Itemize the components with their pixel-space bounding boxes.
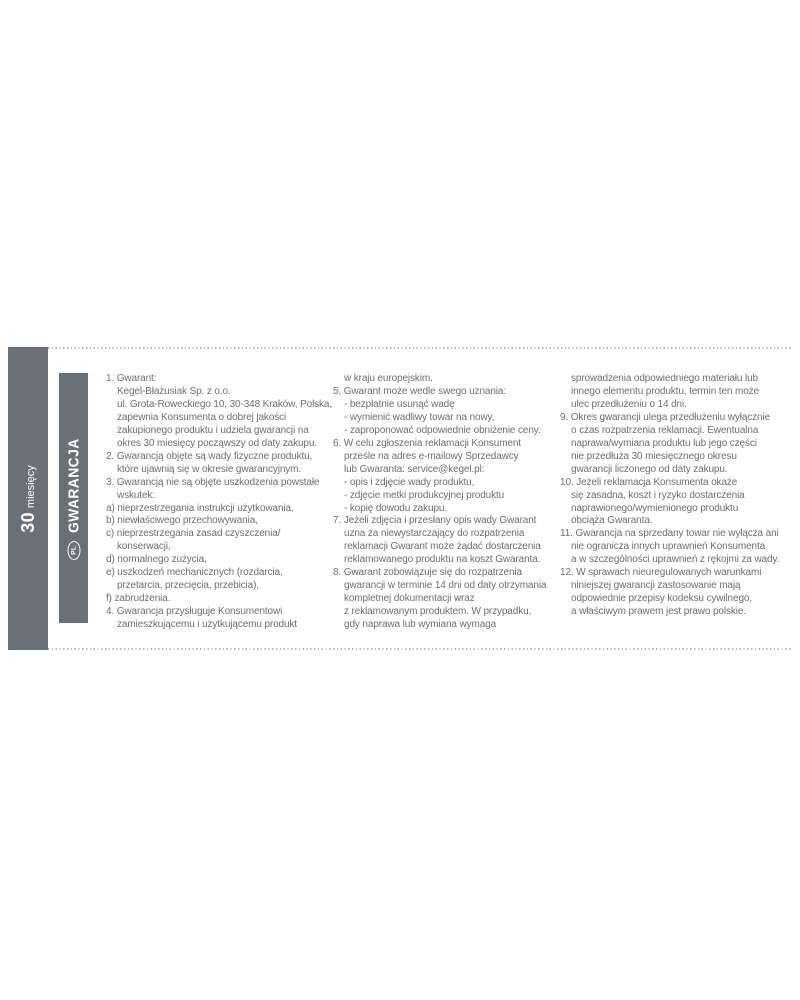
text-line: 3. Gwarancją nie są objęte uszkodzenia powstałe [106,476,320,488]
text-line: - wymienić wadliwy towar na nowy, [344,411,495,423]
text-line: się zasadna, koszt i ryzyko dostarczenia [571,489,745,501]
text-line: 6. W celu zgłoszenia reklamacji Konsument [333,437,521,449]
terms-column-1 [106,373,333,632]
text-line: o czas rozpatrzenia reklamacji. Ewentualna [571,424,759,436]
text-line: uzna za niewystarczający do rozpatrzenia [344,528,525,540]
text-line: f) zabrudzenia. [106,593,171,605]
duration-number: 30 [17,511,38,533]
duration-unit: miesięcy [24,464,37,508]
text-line: a w szczególności uprawnień z rękojmi za wady. [571,554,780,566]
text-line: d) normalnego zużycia, [106,554,207,566]
text-line: 4. Gwarancja przysługuje Konsumentowi [106,606,283,618]
text-line: z reklamowanym produktem. W przypadku, [344,606,532,618]
text-line: odpowiednie przepisy kodeksu cywilnego, [571,593,752,605]
text-line: które ujawnią się w okresie gwarancyjnym. [117,463,302,475]
text-line: lub Gwaranta: service@kegel.pl: [344,463,485,475]
terms-column-2 [333,373,560,632]
dotted-cut-line-bottom [48,648,793,650]
text-line: 11. Gwarancja na sprzedany towar nie wyłącza ani [560,528,779,540]
text-line: naprawionego/wymienionego produktu [571,502,739,514]
text-line: zakupionego produktu i udziela gwarancji na [117,424,309,436]
text-line: 10. Jeżeli reklamacja Konsumenta okaże [560,476,738,488]
text-line: reklamowanego produktu na koszt Gwaranta. [344,554,541,566]
warranty-terms [106,373,798,632]
text-line: konserwacji, [117,541,171,553]
text-line: obciąża Gwaranta. [571,515,653,527]
text-line: prześle na adres e-mailowy Sprzedawcy [344,450,519,462]
text-line: sprowadzenia odpowiedniego materiału lub [571,373,758,384]
text-line: naprawa/wymiana produktu lub jego części [571,437,757,449]
text-line: b) niewłaściwego przechowywania, [106,515,258,527]
warranty-title-bar [59,373,88,623]
text-line: - opis i zdjęcie wady produktu, [344,476,475,488]
text-line: 7. Jeżeli zdjęcia i przesłany opis wady Gwarant [333,515,537,527]
text-line: gwarancji w terminie 14 dni od daty otrzymania [344,580,547,592]
text-line: - zaproponować odpowiednie obniżenie ceny. [344,424,541,436]
text-line: nie ogranicza innych uprawnień Konsumenta [571,541,766,553]
text-line: ulec przedłużeniu o 14 dni. [571,398,687,410]
terms-column-3 [560,373,798,632]
text-line: okres 30 miesięcy począwszy od daty zakupu. [117,437,317,449]
text-line: - kopię dowodu zakupu. [344,502,447,514]
text-line: nie przedłuża 30 miesięcznego okresu [571,450,737,462]
text-line: gdy naprawa lub wymiana wymaga [344,619,497,631]
text-line: 8. Gwarant zobowiązuje się do rozpatrzenia [333,567,522,579]
text-line: zapewnia Konsumenta o dobrej jakości [117,411,287,423]
text-line: gwarancji liczonego od daty zakupu. [571,463,728,475]
text-line: w kraju europejskim. [344,373,433,384]
text-line: 5. Gwarant może wedle swego uznania: [333,385,506,397]
text-line: 1. Gwarant: [106,373,157,384]
text-line: kompletnej dokumentacji wraz [344,593,475,605]
text-line: 2. Gwarancją objęte są wady fizyczne produktu, [106,450,313,462]
pl-language-badge-icon: PL [67,541,80,560]
text-line: - zdjęcie metki produkcyjnej produktu [344,489,505,501]
text-line: e) uszkodzeń mechanicznych (rozdarcia, [106,567,283,579]
text-line: wskutek: [117,489,155,501]
text-line: Kegel-Błażusiak Sp. z o.o. [117,385,231,397]
text-line: a) nieprzestrzegania instrukcji użytkowania, [106,502,294,514]
text-line: c) nieprzestrzegania zasad czyszczenia/ [106,528,281,540]
warranty-title-rotated [59,373,88,623]
duration-bar [8,347,48,650]
text-line: przetarcia, przecięcia, przebicia), [117,580,259,592]
warranty-title: GWARANCJA [65,438,82,533]
text-line: zamieszkującemu i użytkującemu produkt [117,619,297,631]
text-line: reklamacji Gwarant może żądać dostarczenia [344,541,541,553]
duration-rotated-label [8,347,48,650]
text-line: a właściwym prawem jest prawo polskie. [571,606,746,618]
text-line: ul. Grota-Roweckiego 10, 30-348 Kraków, Polska, [117,398,333,410]
text-line: 9. Okres gwarancji ulega przedłużeniu wyłącznie [560,411,771,423]
text-line: niniejszej gwarancji zastosowanie mają [571,580,741,592]
text-line: 12. W sprawach nieuregulowanych warunkami [560,567,762,579]
text-line: innego elementu produktu, termin ten może [571,385,759,397]
text-line: - bezpłatnie usunąć wadę [344,398,455,410]
dotted-cut-line-top [48,347,793,349]
